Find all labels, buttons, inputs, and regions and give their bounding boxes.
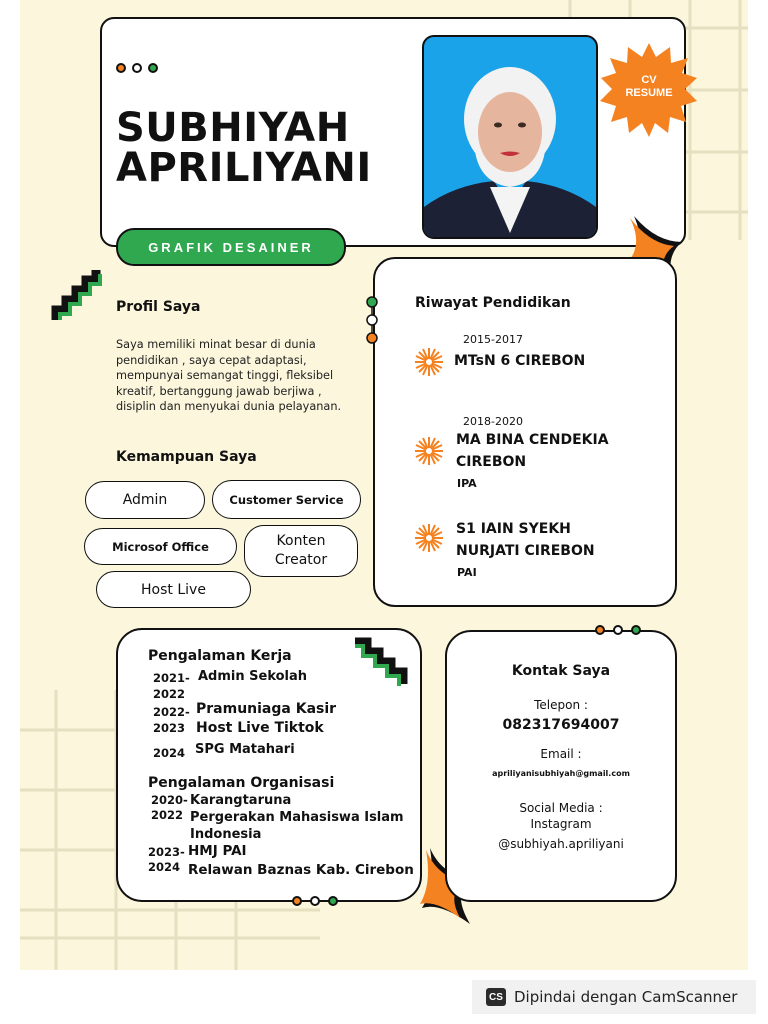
work-2-year-end: 2023 <box>153 721 186 735</box>
first-name: SUBHIYAH <box>116 105 350 151</box>
edu-1-years: 2015-2017 <box>463 333 523 346</box>
edu-3-major: PAI <box>457 566 477 579</box>
three-dots-icon <box>595 625 641 635</box>
social-label: Social Media : <box>519 801 603 815</box>
sun-icon <box>414 347 444 377</box>
phone-label: Telepon : <box>534 698 588 712</box>
phone-value: 082317694007 <box>502 717 620 733</box>
profile-title: Profil Saya <box>116 299 201 315</box>
work-3-role: SPG Matahari <box>195 742 295 757</box>
email-label: Email : <box>540 747 582 761</box>
work-1-year-start: 2021- <box>153 671 190 685</box>
work-2-year-start: 2022- <box>153 705 190 719</box>
three-dots-icon <box>116 63 158 73</box>
edu-2-school-line-2: CIREBON <box>456 454 527 470</box>
edu-3-school-line-1: S1 IAIN SYEKH <box>456 521 571 537</box>
org-1-year-end: 2022 <box>151 808 184 822</box>
org-2-line-1: HMJ PAI <box>188 843 247 859</box>
work-2-role-1: Pramuniaga Kasir <box>196 701 337 717</box>
camscanner-logo: CS <box>486 988 506 1006</box>
org-1-line-1: Karangtaruna <box>190 793 292 808</box>
org-1-line-3: Indonesia <box>190 827 262 842</box>
edu-3-school-line-2: NURJATI CIREBON <box>456 543 595 559</box>
org-1-year-start: 2020- <box>151 793 188 807</box>
skill-host-live: Host Live <box>96 571 251 608</box>
org-2-line-2: Relawan Baznas Kab. Cirebon <box>188 862 414 878</box>
sun-icon <box>414 436 444 466</box>
badge-line-cv: CV <box>641 74 657 86</box>
badge-label <box>600 74 698 100</box>
edu-2-school-line-1: MA BINA CENDEKIA <box>456 432 609 448</box>
contact-title: Kontak Saya <box>511 663 611 679</box>
photo-portrait <box>422 35 598 239</box>
skills-title: Kemampuan Saya <box>116 449 257 465</box>
social-platform: Instagram <box>530 817 592 831</box>
resume-page <box>20 0 748 970</box>
edu-1-school: MTsN 6 CIREBON <box>454 353 586 369</box>
camscanner-watermark <box>472 980 756 1014</box>
social-handle: @subhiyah.apriliyani <box>498 837 624 851</box>
work-3-year: 2024 <box>153 746 186 760</box>
camscanner-label: Dipindai dengan CamScanner <box>514 988 738 1006</box>
work-1-role: Admin Sekolah <box>198 669 308 684</box>
org-2-year-end: 2024 <box>148 860 181 874</box>
skill-microsoft-office: Microsof Office <box>84 528 237 565</box>
last-name: APRILIYANI <box>116 145 372 191</box>
badge-line-resume: RESUME <box>625 87 673 99</box>
edu-2-years: 2018-2020 <box>463 415 523 428</box>
role-pill: GRAFIK DESAINER <box>116 228 346 266</box>
email-value: apriliyanisubhiyah@gmail.com <box>492 769 630 778</box>
work-1-year-end: 2022 <box>153 687 186 701</box>
zigzag-icon <box>353 636 413 692</box>
profile-text: Saya memiliki minat besar di dunia pendidikan , saya cepat adaptasi, mempunyai semangat tinggi, fleksibel kreatif, bertanggung jawab berjiwa , disiplin dan menyukai dunia pelayanan. <box>116 338 342 413</box>
skill-konten-creator: Konten Creator <box>244 525 358 577</box>
sun-icon <box>414 523 444 553</box>
org-1-line-2: Pergerakan Mahasiswa Islam <box>190 810 404 825</box>
work-2-role-2: Host Live Tiktok <box>196 720 324 736</box>
vertical-dots-icon <box>366 296 376 340</box>
skill-customer-service: Customer Service <box>212 480 361 519</box>
work-title: Pengalaman Kerja <box>148 648 292 664</box>
three-dots-icon <box>292 896 338 906</box>
zigzag-icon <box>50 266 104 326</box>
org-2-year-start: 2023- <box>148 845 185 859</box>
person-name <box>116 105 372 191</box>
skill-admin: Admin <box>85 481 205 519</box>
organization-title: Pengalaman Organisasi <box>148 775 335 791</box>
education-title: Riwayat Pendidikan <box>415 295 571 311</box>
edu-2-major: IPA <box>457 477 477 490</box>
